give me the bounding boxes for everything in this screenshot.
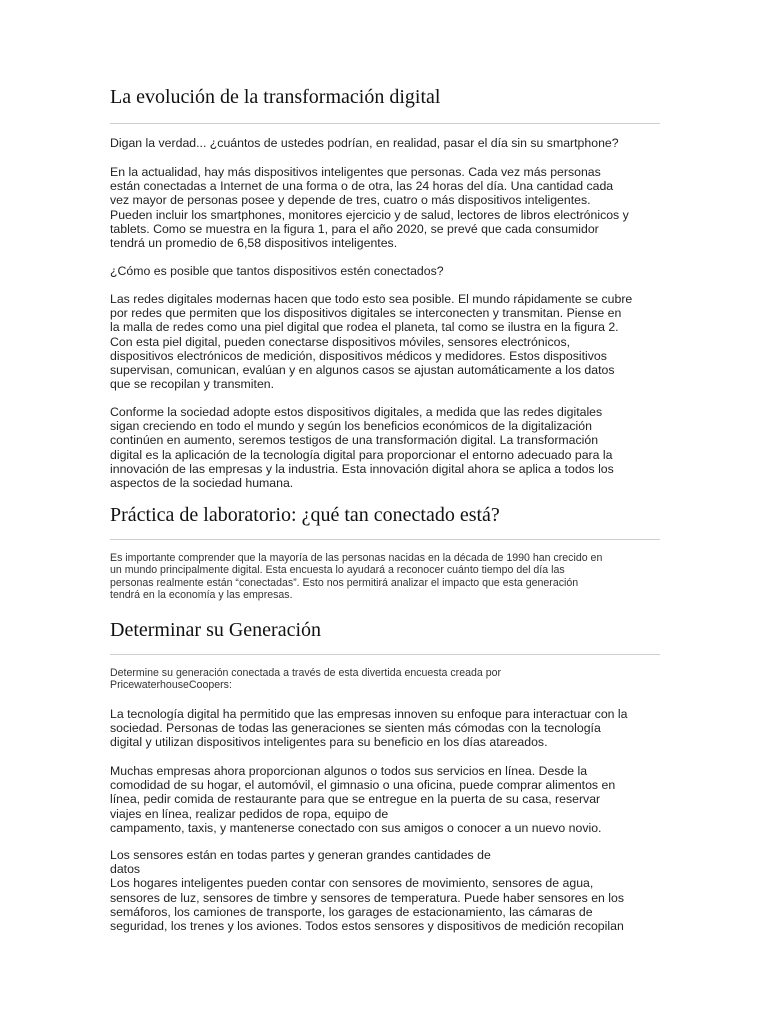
section-divider bbox=[110, 654, 660, 655]
paragraph-sensores: Los sensores están en todas partes y generan grandes cantidades de datos Los hogares inteligentes pueden contar con sensores de movimiento, sensores de agua, sensores de luz, sensores de timbre y sensores de temperatura. Puede haber sensores en los semáforos, los camiones de transporte, los garages de estacionamiento, las cámaras de seguridad, los trenes y los aviones. Todos estos sensores y dispositivos de medición recopilan bbox=[110, 848, 625, 934]
paragraph-question-conectados: ¿Cómo es posible que tantos dispositivos estén conectados? bbox=[110, 264, 444, 278]
section-title-transformacion-digital: La evolución de la transformación digital bbox=[110, 86, 441, 108]
paragraph-redes-digitales: Las redes digitales modernas hacen que todo esto sea posible. El mundo rápidamente se cubre por redes que permiten que los dispositivos digitales se interconecten y transmitan. Piense en la malla de redes como una piel digital que rodea el planeta, tal como se ilustra en la figura 2. Con esta piel digital, pueden conectarse dispositivos móviles, sensores electrónicos, dispositivos electrónicos de medición, dispositivos médicos y medidores. Estos dispositivos supervisan, comunican, evalúan y en algunos casos se ajustan automáticamente a los datos que se recopilan y transmiten. bbox=[110, 292, 633, 392]
section-title-determinar-generacion: Determinar su Generación bbox=[110, 619, 322, 641]
section-title-practica-laboratorio: Práctica de laboratorio: ¿qué tan conectado está? bbox=[110, 504, 500, 526]
paragraph-tecnologia-digital: La tecnología digital ha permitido que las empresas innoven su enfoque para interactuar con la sociedad. Personas de todas las generaciones se sienten más cómodas con la tecnología digital y utilizan dispositivos inteligentes para su beneficio en los días atareados. bbox=[110, 707, 628, 750]
section-divider bbox=[110, 123, 660, 124]
paragraph-practica: Es importante comprender que la mayoría de las personas nacidas en la década de 1990 han crecido en un mundo principalmente digital. Esta encuesta lo ayudará a reconocer cuánto tiempo del día las personas realmente están “conectadas”. Esto nos permitirá analizar el impacto que esta generación tendrá en la economía y las empresas. bbox=[110, 552, 603, 601]
paragraph-servicios-en-linea: Muchas empresas ahora proporcionan algunos o todos sus servicios en línea. Desde la comodidad de su hogar, el automóvil, el gimnasio o una oficina, puede comprar alimentos en línea, pedir comida de restaurante para que se entregue en la puerta de su casa, reservar viajes en línea, realizar pedidos de ropa, equipo de campamento, taxis, y mantenerse conectado con sus amigos o conocer a un nuevo novio. bbox=[110, 764, 616, 835]
paragraph-dispositivos: En la actualidad, hay más dispositivos inteligentes que personas. Cada vez más personas están conectadas a Internet de una forma o de otra, las 24 horas del día. Una cantidad cada vez mayor de personas posee y depende de tres, cuatro o más dispositivos inteligentes. Pueden incluir los smartphones, monitores ejercicio y de salud, lectores de libros electrónicos y tablets. Como se muestra en la figura 1, para el año 2020, se prevé que cada consumidor tendrá un promedio de 6,58 dispositivos inteligentes. bbox=[110, 165, 629, 251]
paragraph-encuesta: Determine su generación conectada a través de esta divertida encuesta creada por PricewaterhouseCoopers: bbox=[110, 667, 502, 692]
paragraph-intro-question: Digan la verdad... ¿cuántos de ustedes podrían, en realidad, pasar el día sin su smartphone? bbox=[110, 136, 619, 150]
section-divider bbox=[110, 539, 660, 540]
paragraph-transformacion: Conforme la sociedad adopte estos dispositivos digitales, a medida que las redes digitales sigan creciendo en todo el mundo y según los beneficios económicos de la digitalización continúen en aumento, seremos testigos de una transformación digital. La transformación digital es la aplicación de la tecnología digital para proporcionar el entorno adecuado para la innovación de las empresas y la industria. Esta innovación digital ahora se aplica a todos los aspectos de la sociedad humana. bbox=[110, 405, 614, 491]
